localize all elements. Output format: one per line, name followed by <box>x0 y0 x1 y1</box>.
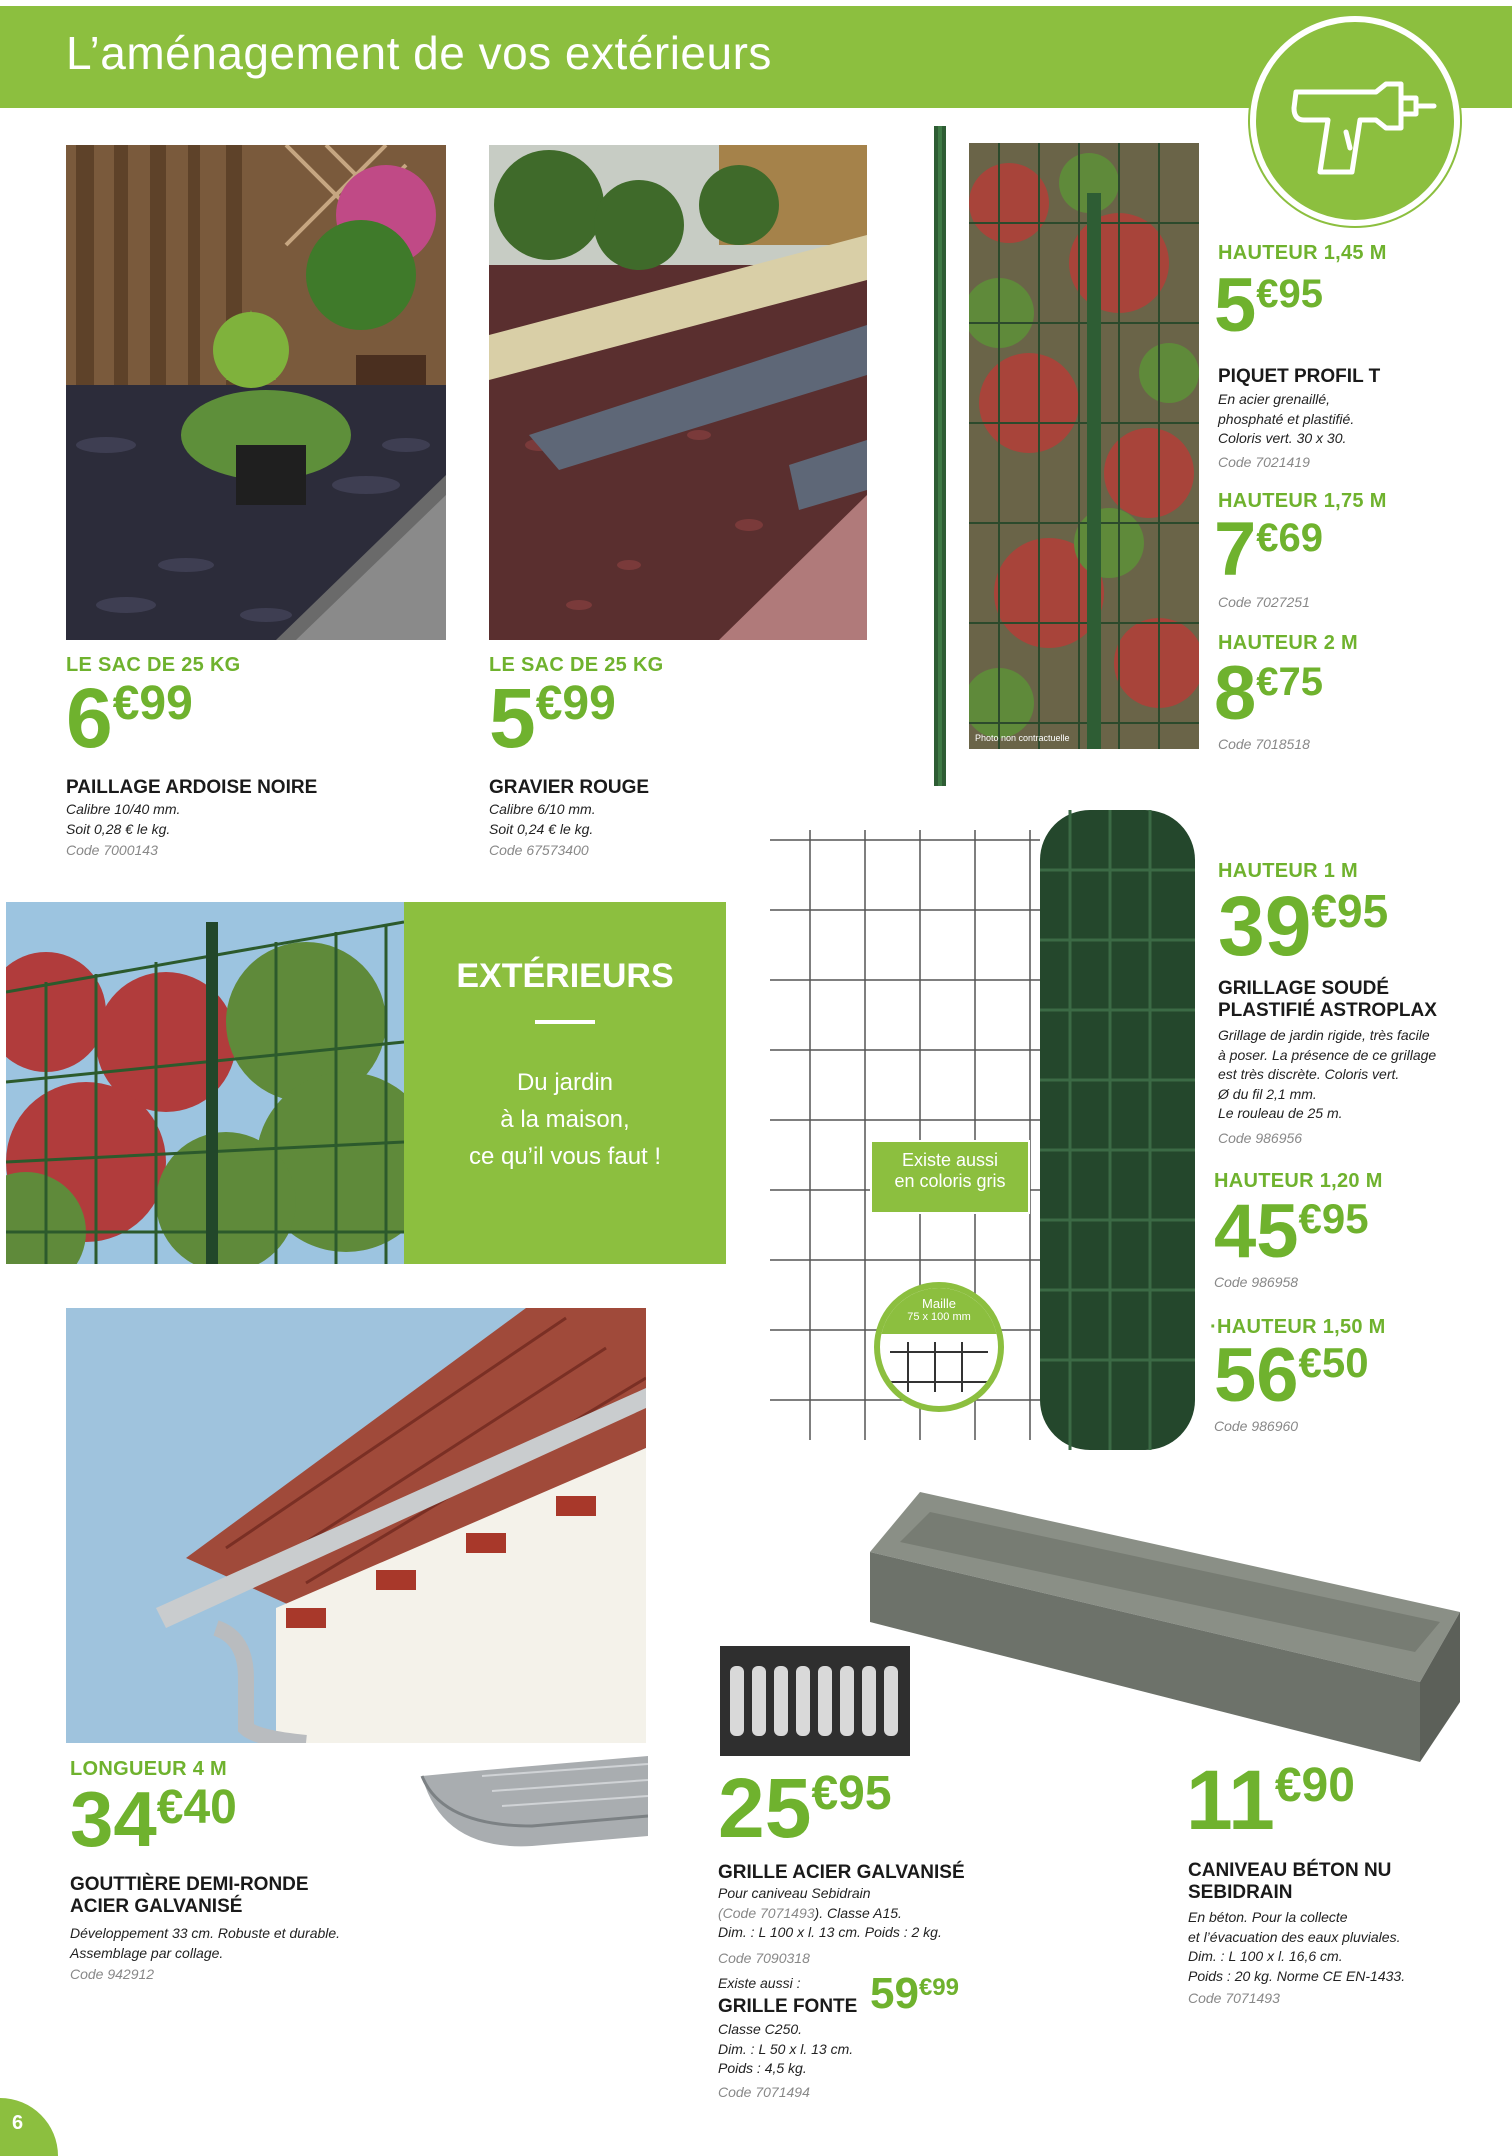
price-decimal: €95 <box>811 1767 892 1820</box>
gravier-code: Code 67573400 <box>489 842 589 858</box>
price-integer: 59 <box>870 1969 919 2018</box>
piquet-height-3: HAUTEUR 2 M <box>1218 632 1358 654</box>
gouttiere-photo <box>66 1308 646 1743</box>
grille-name: GRILLE ACIER GALVANISÉ <box>718 1862 965 1883</box>
piquet-price-2 <box>1214 507 1324 592</box>
grillage-code-1: Code 986956 <box>1218 1130 1303 1146</box>
grillage-height-3: ·HAUTEUR 1,50 M <box>1210 1316 1386 1338</box>
grillage-name: GRILLAGE SOUDÉ PLASTIFIÉ ASTROPLAX <box>1218 978 1437 1021</box>
price-decimal: €90 <box>1274 1759 1355 1812</box>
piquet-height-2: HAUTEUR 1,75 M <box>1218 490 1387 512</box>
grille-fonte-desc: Classe C250. Dim. : L 50 x l. 13 cm. Poids : 4,5 kg. <box>718 2021 854 2077</box>
price-integer: 5 <box>1214 263 1257 348</box>
price-decimal: €99 <box>535 677 616 730</box>
grillage-price-1 <box>1218 879 1389 973</box>
photo-note: Photo non contractuelle <box>975 733 1070 743</box>
promo-title: EXTÉRIEURS <box>456 957 674 995</box>
price-integer: 11 <box>1186 1753 1275 1847</box>
promo-text: Du jardin à la maison, ce qu’il vous faut ! <box>468 1069 662 1171</box>
gravier-caption: LE SAC DE 25 KG <box>489 654 664 676</box>
fence-photo <box>6 902 404 1264</box>
caniveau-desc: En béton. Pour la collecte et l’évacuation des eaux pluviales. Dim. : L 100 x l. 16,6 cm. Poids : 20 kg. Norme CE EN-1433. <box>1188 1909 1406 1984</box>
drill-icon <box>1256 22 1454 220</box>
maille-header: Maille 75 x 100 mm <box>880 1288 998 1334</box>
price-integer: 56 <box>1214 1333 1299 1418</box>
price-decimal: €95 <box>1298 1195 1369 1242</box>
price-decimal: €95 <box>1256 272 1324 316</box>
grillage-price-3 <box>1214 1333 1369 1418</box>
grillage-code-2: Code 986958 <box>1214 1274 1299 1290</box>
gravier-name: GRAVIER ROUGE <box>489 777 650 798</box>
price-integer: 7 <box>1214 507 1257 592</box>
piquet-name: PIQUET PROFIL T <box>1218 366 1381 387</box>
grille-price <box>718 1761 892 1855</box>
caniveau-code: Code 7071493 <box>1188 1990 1280 2006</box>
price-decimal: €50 <box>1298 1339 1369 1386</box>
piquet-code-3: Code 7018518 <box>1218 736 1310 752</box>
caniveau-name: CANIVEAU BÉTON NU SEBIDRAIN <box>1188 1860 1392 1903</box>
gouttiere-desc: Développement 33 cm. Robuste et durable. Assemblage par collage. <box>70 1925 341 1961</box>
price-decimal: €75 <box>1256 660 1324 704</box>
caniveau-price <box>1186 1753 1355 1847</box>
price-integer: 8 <box>1214 651 1257 736</box>
caniveau-image <box>860 1492 1460 1772</box>
grille-fonte-price <box>870 1969 959 2018</box>
gouttiere-code: Code 942912 <box>70 1966 155 1982</box>
grille-code: Code 7090318 <box>718 1950 810 1966</box>
gouttiere-section-image <box>412 1736 648 1856</box>
piquet-price-3 <box>1214 651 1324 736</box>
price-decimal: €99 <box>112 677 193 730</box>
page-number-badge <box>0 2098 58 2156</box>
page-number: 6 <box>12 2112 24 2134</box>
piquet-height-1: HAUTEUR 1,45 M <box>1218 242 1387 264</box>
grille-also: Existe aussi : <box>718 1975 801 1991</box>
grillage-code-3: Code 986960 <box>1214 1418 1299 1434</box>
price-decimal: €95 <box>1311 885 1389 937</box>
grillage-height-2: HAUTEUR 1,20 M <box>1214 1170 1383 1192</box>
paillage-name: PAILLAGE ARDOISE NOIRE <box>66 777 318 798</box>
grille-desc: Pour caniveau Sebidrain (Code 7071493). Classe A15. Dim. : L 100 x l. 13 cm. Poids : 2 kg. <box>718 1885 942 1941</box>
grille-fonte-code: Code 7071494 <box>718 2084 810 2100</box>
gravier-desc: Calibre 6/10 mm. Soit 0,24 € le kg. <box>489 801 596 837</box>
price-decimal: €99 <box>918 1974 959 2001</box>
price-decimal: €69 <box>1256 516 1324 560</box>
paillage-photo <box>66 145 446 640</box>
price-integer: 6 <box>66 671 113 765</box>
piquet-code-1: Code 7021419 <box>1218 454 1310 470</box>
piquet-photo <box>969 143 1199 749</box>
promo-divider <box>535 1020 595 1024</box>
category-badge <box>1250 16 1460 226</box>
paillage-desc: Calibre 10/40 mm. Soit 0,28 € le kg. <box>66 801 181 837</box>
price-integer: 34 <box>70 1775 157 1863</box>
paillage-price <box>66 671 193 765</box>
gravier-price <box>489 671 616 765</box>
price-integer: 25 <box>718 1761 812 1855</box>
paillage-caption: LE SAC DE 25 KG <box>66 654 241 676</box>
grillage-height-1: HAUTEUR 1 M <box>1218 860 1358 882</box>
piquet-code-2: Code 7027251 <box>1218 594 1310 610</box>
mesh-icon <box>890 1342 988 1392</box>
price-decimal: €40 <box>156 1781 237 1834</box>
maille-badge <box>874 1282 1004 1412</box>
paillage-code: Code 7000143 <box>66 842 158 858</box>
grillage-desc: Grillage de jardin rigide, très facile à poser. La présence de ce grillage est très discrète. Coloris vert. Ø du fil 2,1 mm. Le rouleau de 25 m. <box>1218 1027 1437 1122</box>
grillage-price-2 <box>1214 1189 1369 1274</box>
price-integer: 45 <box>1214 1189 1299 1274</box>
piquet-desc: En acier grenaillé, phosphaté et plastifié. Coloris vert. 30 x 30. <box>1218 391 1355 447</box>
page-title: L’aménagement de vos extérieurs <box>66 27 772 79</box>
price-integer: 5 <box>489 671 536 765</box>
gouttiere-name: GOUTTIÈRE DEMI-RONDE ACIER GALVANISÉ <box>70 1874 309 1917</box>
price-integer: 39 <box>1218 879 1312 973</box>
gouttiere-caption: LONGUEUR 4 M <box>70 1758 227 1780</box>
grey-variant-tag: Existe aussi en coloris gris <box>870 1140 1030 1214</box>
grille-fonte-name: GRILLE FONTE <box>718 1996 858 2017</box>
promo-block <box>404 902 726 1264</box>
piquet-price-1 <box>1214 263 1324 348</box>
gouttiere-price <box>70 1775 237 1863</box>
gravier-photo <box>489 145 867 640</box>
piquet-post-image <box>930 126 950 786</box>
